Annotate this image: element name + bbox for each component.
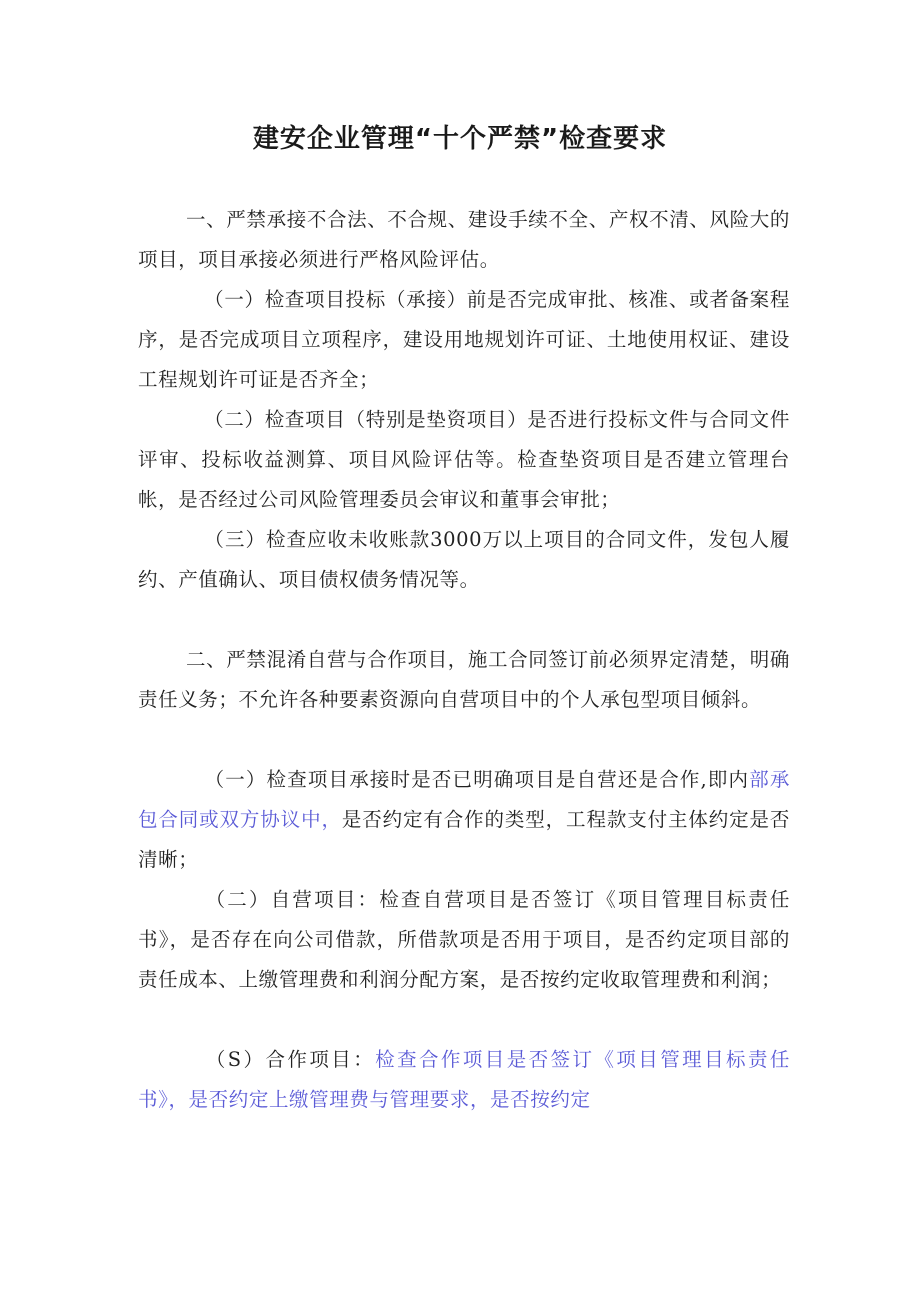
section-2-item-1 — [138, 760, 790, 880]
section-2-item-1-highlight: 部承包合同或双方协议中， — [138, 768, 790, 831]
section-1-item-2-text: （二）检查项目（特别是垫资项目）是否进行投标文件与合同文件评审、投标收益测算、项目风险评估等。检查垫资项目是否建立管理台帐，是否经过公司风险管理委员会审议和董事会审批； — [138, 408, 790, 511]
section-2-heading-text: 二、严禁混淆自营与合作项目，施工合同签订前必须界定清楚，明确责任义务；不允许各种要素资源向自营项目中的个人承包型项目倾斜。 — [138, 648, 790, 711]
section-1-item-2 — [138, 400, 790, 520]
document-title: 建安企业管理“十个严禁”检查要求 — [252, 124, 668, 154]
section-2-item-3 — [138, 1040, 790, 1120]
section-2-item-1-plain: （一）检查项目承接时是否已明确项目是自营还是合作,即内 — [204, 768, 750, 791]
section-2-item-3-highlight: 检查合作项目是否签订《项目管理目标责任书》，是否约定上缴管理费与管理要求，是否按约定 — [138, 1048, 790, 1111]
section-1-item-1 — [138, 280, 790, 400]
section-1-heading-text: 一、严禁承接不合法、不合规、建设手续不全、产权不清、风险大的项目，项目承接必须进行严格风险评估。 — [138, 208, 790, 271]
section-1-item-3-text: （三）检查应收未收账款3000万以上项目的合同文件，发包人履约、产值确认、项目债权债务情况等。 — [138, 528, 790, 591]
section-1-item-1-text: （一）检查项目投标（承接）前是否完成审批、核准、或者备案程序，是否完成项目立项程序，建设用地规划许可证、土地使用权证、建设工程规划许可证是否齐全； — [138, 288, 790, 391]
section-2-heading — [138, 640, 790, 720]
section-2-item-2 — [138, 880, 790, 1000]
section-1-item-3 — [138, 520, 790, 600]
section-1-heading — [138, 200, 790, 280]
section-2-item-1-rest: 是否约定有合作的类型，工程款支付主体约定是否清晰； — [138, 808, 790, 871]
section-2-item-2-text: （二）自营项目：检查自营项目是否签订《项目管理目标责任书》，是否存在向公司借款，所借款项是否用于项目，是否约定项目部的责任成本、上缴管理费和利润分配方案，是否按约定收取管理费和利润； — [138, 888, 790, 991]
section-2-item-3-plain: （S）合作项目： — [204, 1048, 376, 1071]
